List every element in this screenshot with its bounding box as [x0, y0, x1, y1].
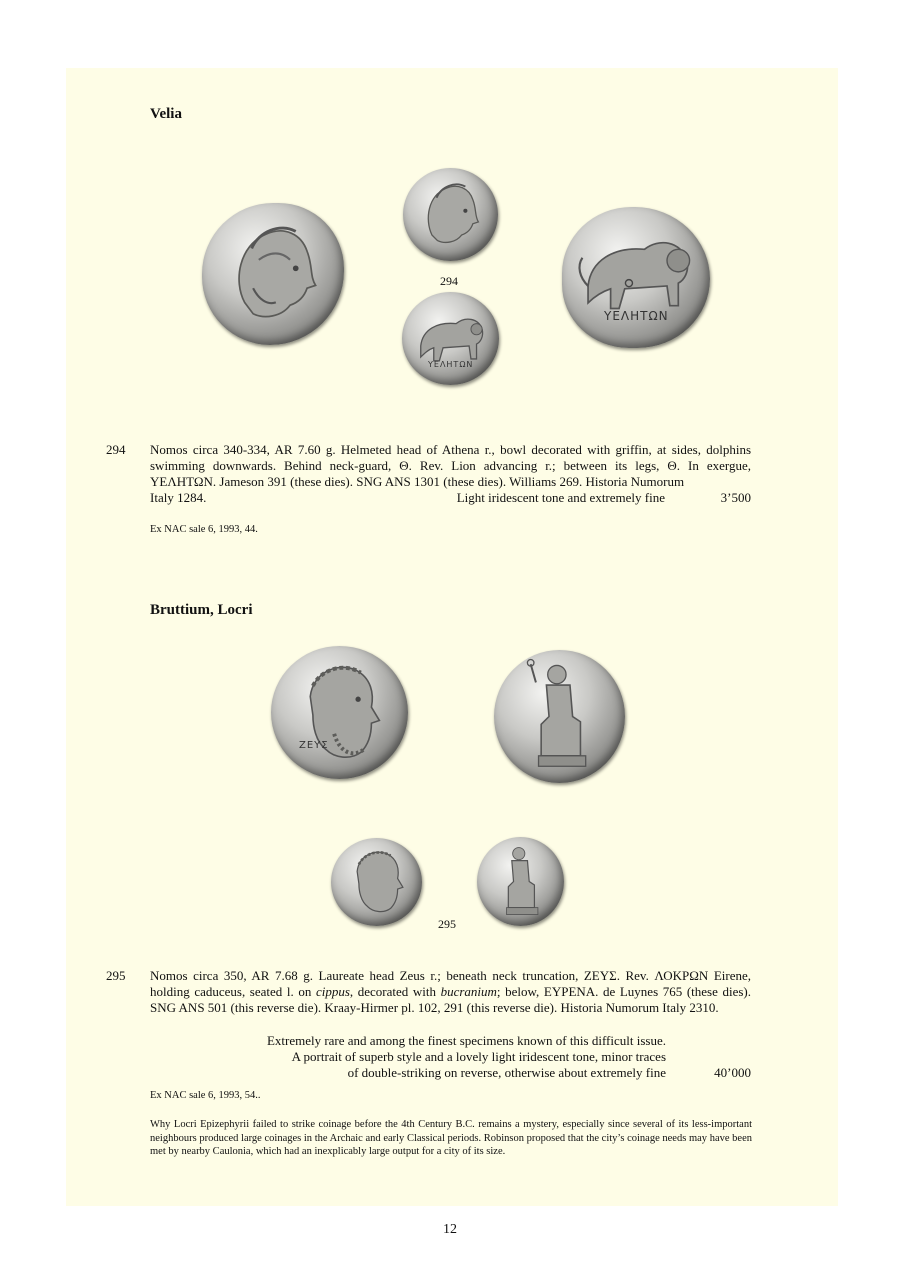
lot-note-295: Why Locri Epizephyrii failed to strike coinage before the 4th Century B.C. remains a mystery, especially since several of its less-important neighbours produced large coinages in the Archaic and early Classical periods. Robinson proposed that the city’s coinage needs may have been met by nearby Caulonia, which had an inexplicably large output for a city of its size. [150, 1119, 752, 1157]
athena-head-small-icon [403, 168, 498, 261]
eirene-seated-small-icon [477, 837, 564, 926]
zeus-head-icon [271, 646, 408, 779]
figure-label-294: 294 [440, 274, 458, 288]
athena-head-icon [202, 203, 344, 345]
lot-condition-295-line3: of double-striking on reverse, otherwise about extremely fine [347, 1065, 666, 1080]
lot-description-295-cippus: cippus [315, 984, 350, 999]
lot-provenance-295: Ex NAC sale 6, 1993, 54.. [150, 1090, 261, 1101]
lion-small-icon [402, 292, 499, 385]
zeus-head-small-icon [331, 838, 422, 926]
lot-condition-295-line1: Extremely rare and among the finest specimens known of this difficult issue. [266, 1033, 666, 1048]
lot-number-295: 295 [106, 968, 126, 983]
coin-294-reverse-small [402, 292, 499, 385]
coin-legend-velia: ΥΕΛΗΤΩΝ [604, 309, 669, 323]
coin-legend-small: ΥΕΛΗΤΩΝ [428, 360, 474, 369]
lot-description-294 [150, 442, 751, 490]
lot-price-294: 3’500 [720, 490, 751, 505]
coin-294-obverse-small [403, 168, 498, 261]
lot-number-294: 294 [106, 442, 126, 457]
coin-295-obverse-small [331, 838, 422, 926]
lot-description-294-text: Nomos circa 340-334, AR 7.60 g. Helmeted head of Athena r., bowl decorated with griffin, at sides, dolphins swimming downwards. Behind neck-guard, Θ. Rev. Lion advancing r.; between its legs, Θ. In exergue, ΥΕΛΗΤΩΝ. Jameson 391 (these dies). SNG ANS 1301 (these dies). Williams 269. Historia Numorum [150, 442, 751, 489]
coin-295-reverse-small [477, 837, 564, 926]
section-heading-velia: Velia [150, 106, 182, 122]
lot-description-295-part2: , decorated with [349, 984, 441, 999]
coin-295-obverse-large [271, 646, 408, 779]
coin-legend-zeus: ΖΕΥΣ [299, 740, 329, 751]
lot-description-295-part3: ; below, ΕΥΡΕΝΑ. de Luynes 765 (these dies). SNG ANS 501 (this reverse die). Kraay-Hirmer pl. 102, 291 (this reverse die). Historia Numorum Italy 2310. [150, 984, 751, 1015]
lot-price-295: 40’000 [714, 1065, 751, 1080]
lot-description-294-end: Italy 1284. [150, 490, 207, 505]
coin-294-obverse-large [202, 203, 344, 345]
lot-description-295-part1: Nomos circa 350, AR 7.68 g. Laureate head Zeus r.; beneath neck truncation, ΖΕΥΣ. Rev. ΛΟΚΡΩΝ Eirene, holding caduceus, seated l. on [150, 968, 751, 999]
lot-condition-294: Light iridescent tone and extremely fine [456, 490, 665, 505]
page-number: 12 [443, 1222, 457, 1237]
lot-condition-295-line2: A portrait of superb style and a lovely light iridescent tone, minor traces [291, 1049, 666, 1064]
section-heading-locri: Bruttium, Locri [150, 602, 253, 618]
lion-icon [562, 207, 710, 348]
lot-provenance-294: Ex NAC sale 6, 1993, 44. [150, 524, 258, 535]
lot-description-295 [150, 968, 751, 1016]
coin-294-reverse-large [562, 207, 710, 348]
coin-295-reverse-large [494, 650, 625, 783]
figure-label-295: 295 [438, 917, 456, 931]
eirene-seated-icon [494, 650, 625, 783]
lot-description-295-bucranium: bucranium [440, 984, 497, 999]
